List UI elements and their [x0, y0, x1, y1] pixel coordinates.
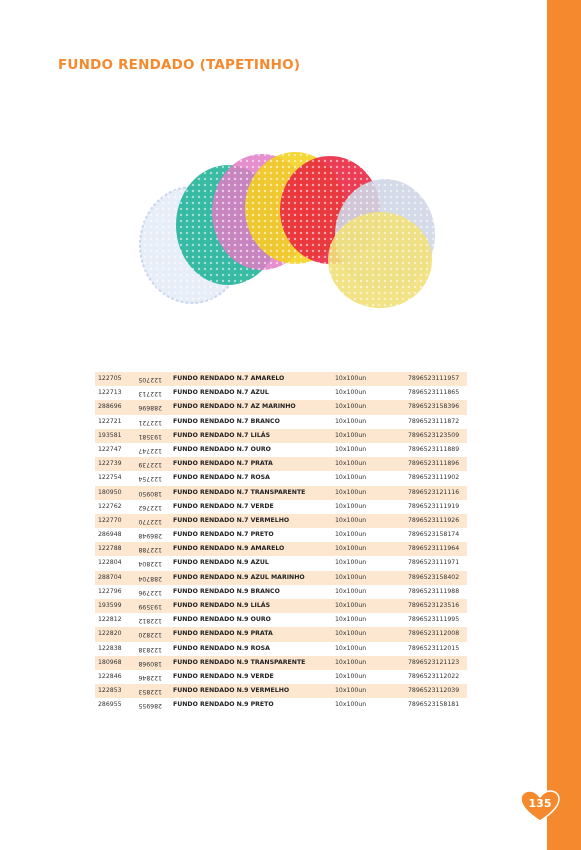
product-ean: 7896523111988 [408, 587, 460, 595]
product-ean: 7896523111865 [408, 389, 460, 397]
product-description: FUNDO RENDADO N.7 PRETO [173, 531, 274, 539]
product-code: 122754 [98, 474, 122, 482]
table-row [95, 471, 467, 485]
product-description: FUNDO RENDADO N.9 TRANSPARENTE [173, 658, 306, 666]
table-row [95, 585, 467, 599]
product-code-mirrored: 288696 [138, 404, 162, 412]
table-row [95, 571, 467, 585]
product-code: 122770 [98, 516, 122, 524]
product-description: FUNDO RENDADO N.7 VERMELHO [173, 516, 290, 524]
product-description: FUNDO RENDADO N.9 VERDE [173, 672, 274, 680]
product-description: FUNDO RENDADO N.9 AZUL [173, 559, 269, 567]
product-code-mirrored: 193599 [138, 603, 162, 611]
product-description: FUNDO RENDADO N.7 VERDE [173, 502, 274, 510]
table-row [95, 400, 467, 414]
product-quantity: 10x100un [335, 375, 367, 382]
product-ean: 7896523123509 [408, 431, 460, 439]
table-row [95, 500, 467, 514]
product-code-mirrored: 122721 [138, 418, 162, 426]
product-table [95, 372, 467, 713]
page-title: FUNDO RENDADO (TAPETINHO) [58, 57, 301, 73]
table-row [95, 486, 467, 500]
product-code-mirrored: 286948 [138, 532, 162, 540]
product-ean: 7896523111957 [408, 375, 460, 382]
product-code: 286948 [98, 531, 122, 539]
product-code: 122739 [98, 460, 122, 468]
product-ean: 7896523123516 [408, 602, 460, 609]
product-description: FUNDO RENDADO N.7 OURO [173, 445, 271, 453]
product-ean: 7896523111896 [408, 460, 460, 468]
product-quantity: 10x100un [335, 502, 367, 510]
product-quantity: 10x100un [335, 403, 367, 411]
product-quantity: 10x100un [335, 559, 367, 567]
product-description: FUNDO RENDADO N.7 AZUL [173, 389, 269, 397]
product-code: 180968 [98, 658, 122, 666]
product-code-mirrored: 122754 [138, 475, 162, 483]
product-description: FUNDO RENDADO N.7 ROSA [173, 474, 270, 482]
product-code: 122705 [98, 375, 122, 382]
table-row [95, 642, 467, 656]
table-row [95, 415, 467, 429]
product-description: FUNDO RENDADO N.7 LILÁS [173, 431, 271, 439]
table-row [95, 684, 467, 698]
product-description: FUNDO RENDADO N.7 BRANCO [173, 417, 280, 425]
product-code-mirrored: 122705 [138, 376, 162, 384]
product-quantity: 10x100un [335, 658, 367, 666]
product-description: FUNDO RENDADO N.9 BRANCO [173, 587, 280, 595]
product-code: 288704 [98, 573, 122, 581]
product-code-mirrored: 122846 [138, 674, 162, 682]
product-quantity: 10x100un [335, 488, 367, 496]
table-row [95, 627, 467, 641]
product-ean: 7896523158174 [408, 531, 460, 539]
product-description: FUNDO RENDADO N.9 LILÁS [173, 602, 271, 609]
product-quantity: 10x100un [335, 545, 367, 553]
product-quantity: 10x100un [335, 573, 367, 581]
product-code-mirrored: 180950 [138, 489, 162, 497]
table-row [95, 514, 467, 528]
product-quantity: 10x100un [335, 460, 367, 468]
product-quantity: 10x100un [335, 389, 367, 397]
product-code-mirrored: 288704 [138, 574, 162, 582]
product-ean: 7896523111902 [408, 474, 460, 482]
product-quantity: 10x100un [335, 587, 367, 595]
product-description: FUNDO RENDADO N.9 ROSA [173, 644, 270, 652]
product-ean: 7896523158402 [408, 573, 460, 581]
product-ean: 7896523111964 [408, 545, 460, 553]
product-ean: 7896523112008 [408, 630, 460, 638]
product-quantity: 10x100un [335, 701, 367, 709]
product-code: 122747 [98, 445, 122, 453]
table-row [95, 542, 467, 556]
product-description: FUNDO RENDADO N.9 PRATA [173, 630, 273, 638]
product-code-mirrored: 180968 [138, 659, 162, 667]
product-code: 122788 [98, 545, 122, 553]
table-row [95, 556, 467, 570]
product-code-mirrored: 193581 [138, 432, 162, 440]
product-ean: 7896523158396 [408, 403, 460, 411]
product-code: 122820 [98, 630, 122, 638]
table-row [95, 599, 467, 613]
product-ean: 7896523112039 [408, 687, 460, 695]
table-row [95, 372, 467, 386]
product-ean: 7896523112015 [408, 644, 460, 652]
product-quantity: 10x100un [335, 474, 367, 482]
side-accent-bar [547, 0, 581, 850]
product-code-mirrored: 122762 [138, 503, 162, 511]
table-row [95, 528, 467, 542]
table-row [95, 457, 467, 471]
product-quantity: 10x100un [335, 445, 367, 453]
table-row [95, 670, 467, 684]
product-ean: 7896523111872 [408, 417, 460, 425]
product-ean: 7896523112022 [408, 672, 460, 680]
product-code-mirrored: 122853 [138, 688, 162, 696]
product-code: 122838 [98, 644, 122, 652]
product-code: 193581 [98, 431, 122, 439]
product-code: 122853 [98, 687, 122, 695]
product-code-mirrored: 122820 [138, 631, 162, 639]
table-row [95, 613, 467, 627]
product-quantity: 10x100un [335, 602, 367, 609]
product-ean: 7896523111889 [408, 445, 460, 453]
product-quantity: 10x100un [335, 644, 367, 652]
product-description: FUNDO RENDADO N.7 AMARELO [173, 375, 285, 382]
product-description: FUNDO RENDADO N.9 PRETO [173, 701, 274, 709]
product-quantity: 10x100un [335, 630, 367, 638]
product-code: 180950 [98, 488, 122, 496]
product-description: FUNDO RENDADO N.9 VERMELHO [173, 687, 290, 695]
table-row [95, 656, 467, 670]
product-ean: 7896523111971 [408, 559, 460, 567]
product-quantity: 10x100un [335, 672, 367, 680]
product-code-mirrored: 122747 [138, 447, 162, 455]
product-description: FUNDO RENDADO N.7 PRATA [173, 460, 273, 468]
product-code: 193599 [98, 602, 122, 609]
product-code: 122804 [98, 559, 122, 567]
table-row [95, 429, 467, 443]
product-quantity: 10x100un [335, 616, 367, 624]
product-ean: 7896523158181 [408, 701, 460, 709]
page-number: 135 [528, 797, 552, 810]
product-ean: 7896523111995 [408, 616, 460, 624]
product-code-mirrored: 122739 [138, 461, 162, 469]
product-code-mirrored: 122770 [138, 518, 162, 526]
product-code: 122796 [98, 587, 122, 595]
product-ean: 7896523111926 [408, 516, 460, 524]
product-description: FUNDO RENDADO N.9 AMARELO [173, 545, 285, 553]
product-code: 122846 [98, 672, 122, 680]
product-code: 122762 [98, 502, 122, 510]
product-quantity: 10x100un [335, 687, 367, 695]
product-description: FUNDO RENDADO N.7 TRANSPARENTE [173, 488, 306, 496]
product-description: FUNDO RENDADO N.7 AZ MARINHO [173, 403, 296, 411]
product-code-mirrored: 122713 [138, 390, 162, 398]
product-ean: 7896523121123 [408, 658, 460, 666]
product-code: 122812 [98, 616, 122, 624]
product-code-mirrored: 122804 [138, 560, 162, 568]
product-quantity: 10x100un [335, 531, 367, 539]
product-code-mirrored: 122788 [138, 546, 162, 554]
product-quantity: 10x100un [335, 516, 367, 524]
product-code: 288696 [98, 403, 122, 411]
product-code-mirrored: 286955 [138, 702, 162, 710]
product-ean: 7896523121116 [408, 488, 460, 496]
table-row [95, 443, 467, 457]
product-quantity: 10x100un [335, 431, 367, 439]
table-row [95, 698, 467, 712]
product-code-mirrored: 122838 [138, 645, 162, 653]
product-quantity: 10x100un [335, 417, 367, 425]
product-code: 122713 [98, 389, 122, 397]
table-row [95, 386, 467, 400]
product-code-mirrored: 122812 [138, 617, 162, 625]
product-description: FUNDO RENDADO N.9 OURO [173, 616, 271, 624]
product-code: 122721 [98, 417, 122, 425]
product-code: 286955 [98, 701, 122, 709]
product-image-doilies [130, 140, 450, 320]
product-code-mirrored: 122796 [138, 589, 162, 597]
product-ean: 7896523111919 [408, 502, 460, 510]
product-description: FUNDO RENDADO N.9 AZUL MARINHO [173, 573, 305, 581]
